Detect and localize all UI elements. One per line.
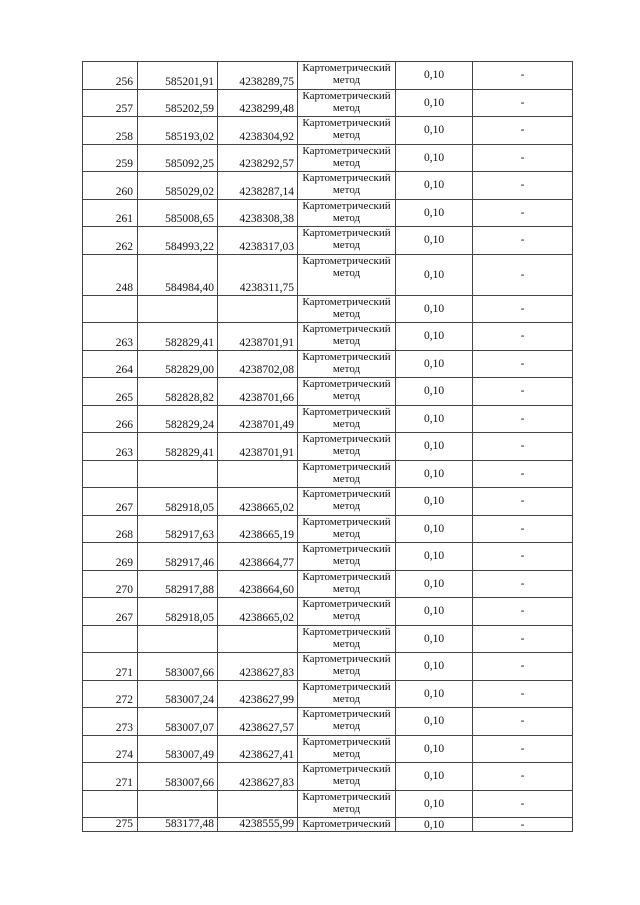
method-cell: [298, 818, 396, 832]
method-cell: [298, 790, 396, 818]
table-row: [83, 227, 573, 255]
y-coordinate-cell: 4238665,19: [218, 515, 298, 543]
table-row: [83, 199, 573, 227]
method-cell: [298, 763, 396, 791]
note-cell: -: [473, 433, 573, 461]
method-line-2: метод: [332, 417, 361, 430]
table-row: [83, 144, 573, 172]
x-coordinate-cell: 582829,00: [138, 350, 218, 378]
y-coordinate-cell: 4238289,75: [218, 62, 298, 90]
method-cell: [298, 708, 396, 736]
x-coordinate-cell: 582917,88: [138, 570, 218, 598]
method-line-1: Картометрический: [302, 433, 391, 445]
y-coordinate-cell: 4238627,83: [218, 653, 298, 681]
table-row: [83, 89, 573, 117]
method-line-1: Картометрический: [302, 117, 391, 129]
method-line-1: Картометрический: [302, 350, 391, 363]
note-cell: -: [473, 735, 573, 763]
accuracy-cell: 0,10: [396, 680, 473, 708]
method-line-1: Картометрический: [302, 172, 391, 184]
method-cell: [298, 199, 396, 227]
method-line-1: Картометрический: [302, 735, 391, 748]
x-coordinate-cell: 583007,66: [138, 763, 218, 791]
x-coordinate-cell: 584993,22: [138, 227, 218, 255]
method-line-1: Картометрический: [302, 818, 391, 830]
accuracy-cell: 0,10: [396, 254, 473, 295]
point-number-cell: 258: [83, 117, 138, 145]
y-coordinate-cell: [218, 460, 298, 488]
note-cell: -: [473, 680, 573, 708]
point-number-cell: 263: [83, 433, 138, 461]
method-cell: [298, 254, 396, 295]
point-number-cell: 271: [83, 653, 138, 681]
accuracy-cell: 0,10: [396, 62, 473, 90]
method-line-2: метод: [332, 101, 361, 114]
method-cell: [298, 172, 396, 200]
point-number-cell: 267: [83, 488, 138, 516]
x-coordinate-cell: 583007,66: [138, 653, 218, 681]
x-coordinate-cell: 583177,48: [138, 818, 218, 832]
x-coordinate-cell: [138, 790, 218, 818]
note-cell: -: [473, 543, 573, 571]
x-coordinate-cell: 583007,49: [138, 735, 218, 763]
method-line-1: Картометрический: [302, 378, 391, 390]
accuracy-cell: 0,10: [396, 433, 473, 461]
y-coordinate-cell: [218, 625, 298, 653]
table-row: [83, 295, 573, 323]
x-coordinate-cell: 582829,41: [138, 323, 218, 351]
method-line-1: Картометрический: [302, 598, 391, 610]
table-row: [83, 598, 573, 626]
note-cell: -: [473, 144, 573, 172]
method-cell: [298, 117, 396, 145]
method-line-1: Картометрический: [302, 790, 391, 803]
point-number-cell: 264: [83, 350, 138, 378]
method-line-2: метод: [332, 390, 361, 402]
method-line-2: метод: [332, 156, 361, 169]
note-cell: -: [473, 323, 573, 351]
method-cell: [298, 227, 396, 255]
point-number-cell: 248: [83, 254, 138, 295]
x-coordinate-cell: [138, 460, 218, 488]
accuracy-cell: 0,10: [396, 735, 473, 763]
method-cell: [298, 680, 396, 708]
point-number-cell: 265: [83, 378, 138, 406]
accuracy-cell: 0,10: [396, 598, 473, 626]
method-line-2: метод: [332, 610, 361, 622]
method-line-2: метод: [332, 692, 361, 705]
y-coordinate-cell: [218, 790, 298, 818]
method-cell: [298, 89, 396, 117]
x-coordinate-cell: 583007,24: [138, 680, 218, 708]
table-row: [83, 405, 573, 433]
y-coordinate-cell: 4238308,38: [218, 199, 298, 227]
accuracy-cell: 0,10: [396, 405, 473, 433]
method-line-1: Картометрический: [302, 570, 391, 583]
note-cell: -: [473, 708, 573, 736]
method-cell: [298, 433, 396, 461]
note-cell: -: [473, 625, 573, 653]
x-coordinate-cell: 582829,41: [138, 433, 218, 461]
point-number-cell: 273: [83, 708, 138, 736]
method-line-2: метод: [332, 184, 361, 196]
method-line-2: метод: [332, 266, 361, 279]
accuracy-cell: 0,10: [396, 460, 473, 488]
table-body: [83, 62, 573, 832]
method-cell: [298, 323, 396, 351]
x-coordinate-cell: 583007,07: [138, 708, 218, 736]
accuracy-cell: 0,10: [396, 172, 473, 200]
point-number-cell: 272: [83, 680, 138, 708]
accuracy-cell: 0,10: [396, 117, 473, 145]
table-row: [83, 735, 573, 763]
method-line-2: метод: [332, 472, 361, 485]
method-line-1: Картометрический: [302, 144, 391, 157]
coordinates-table: [82, 61, 573, 832]
method-line-2: метод: [332, 665, 361, 677]
y-coordinate-cell: 4238304,92: [218, 117, 298, 145]
note-cell: -: [473, 405, 573, 433]
table-row: [83, 515, 573, 543]
point-number-cell: [83, 625, 138, 653]
method-cell: [298, 735, 396, 763]
table-row: [83, 708, 573, 736]
note-cell: -: [473, 199, 573, 227]
y-coordinate-cell: 4238701,91: [218, 433, 298, 461]
note-cell: -: [473, 653, 573, 681]
method-line-2: метод: [332, 637, 361, 650]
point-number-cell: 261: [83, 199, 138, 227]
table-row: [83, 172, 573, 200]
method-line-2: метод: [332, 582, 361, 595]
table-row: [83, 117, 573, 145]
note-cell: -: [473, 598, 573, 626]
accuracy-cell: 0,10: [396, 199, 473, 227]
accuracy-cell: 0,10: [396, 543, 473, 571]
x-coordinate-cell: 585193,02: [138, 117, 218, 145]
method-line-1: Картометрический: [302, 323, 391, 335]
method-line-1: Картометрический: [302, 653, 391, 665]
y-coordinate-cell: 4238701,91: [218, 323, 298, 351]
y-coordinate-cell: 4238627,99: [218, 680, 298, 708]
note-cell: -: [473, 818, 573, 832]
method-line-2: метод: [332, 775, 361, 787]
table-row: [83, 570, 573, 598]
method-line-1: Картометрический: [302, 460, 391, 473]
method-cell: [298, 515, 396, 543]
method-line-2: метод: [332, 747, 361, 760]
table-row: [83, 653, 573, 681]
accuracy-cell: 0,10: [396, 227, 473, 255]
method-line-1: Картометрический: [302, 680, 391, 693]
x-coordinate-cell: [138, 625, 218, 653]
accuracy-cell: 0,10: [396, 378, 473, 406]
note-cell: -: [473, 488, 573, 516]
x-coordinate-cell: 582918,05: [138, 598, 218, 626]
y-coordinate-cell: 4238702,08: [218, 350, 298, 378]
x-coordinate-cell: [138, 295, 218, 323]
note-cell: -: [473, 570, 573, 598]
method-cell: [298, 570, 396, 598]
table-row: [83, 625, 573, 653]
x-coordinate-cell: 585029,02: [138, 172, 218, 200]
accuracy-cell: 0,10: [396, 515, 473, 543]
table-row: [83, 378, 573, 406]
accuracy-cell: 0,10: [396, 295, 473, 323]
table-row: [83, 680, 573, 708]
x-coordinate-cell: 585201,91: [138, 62, 218, 90]
accuracy-cell: 0,10: [396, 763, 473, 791]
note-cell: -: [473, 763, 573, 791]
method-line-2: метод: [332, 239, 361, 251]
method-line-2: метод: [332, 802, 361, 815]
method-line-2: метод: [332, 445, 361, 457]
method-cell: [298, 350, 396, 378]
y-coordinate-cell: 4238311,75: [218, 254, 298, 295]
accuracy-cell: 0,10: [396, 653, 473, 681]
method-cell: [298, 625, 396, 653]
y-coordinate-cell: 4238664,60: [218, 570, 298, 598]
accuracy-cell: 0,10: [396, 818, 473, 832]
method-line-1: Картометрический: [302, 62, 391, 74]
table-row: [83, 433, 573, 461]
table-row: [83, 818, 573, 832]
method-line-1: Картометрический: [302, 515, 391, 528]
method-cell: [298, 144, 396, 172]
x-coordinate-cell: 582828,82: [138, 378, 218, 406]
note-cell: -: [473, 117, 573, 145]
point-number-cell: 269: [83, 543, 138, 571]
method-cell: [298, 405, 396, 433]
table-row: [83, 460, 573, 488]
x-coordinate-cell: 582918,05: [138, 488, 218, 516]
table-row: [83, 254, 573, 295]
y-coordinate-cell: 4238299,48: [218, 89, 298, 117]
method-cell: [298, 653, 396, 681]
x-coordinate-cell: 582917,63: [138, 515, 218, 543]
note-cell: -: [473, 515, 573, 543]
accuracy-cell: 0,10: [396, 323, 473, 351]
method-line-1: Картометрический: [302, 199, 391, 212]
table-row: [83, 790, 573, 818]
accuracy-cell: 0,10: [396, 144, 473, 172]
point-number-cell: 267: [83, 598, 138, 626]
point-number-cell: 260: [83, 172, 138, 200]
accuracy-cell: 0,10: [396, 488, 473, 516]
accuracy-cell: 0,10: [396, 89, 473, 117]
point-number-cell: [83, 790, 138, 818]
note-cell: -: [473, 89, 573, 117]
point-number-cell: 257: [83, 89, 138, 117]
note-cell: -: [473, 295, 573, 323]
method-line-2: метод: [332, 129, 361, 141]
point-number-cell: 266: [83, 405, 138, 433]
method-line-1: Картометрический: [302, 295, 391, 308]
method-line-1: Картометрический: [302, 254, 391, 267]
accuracy-cell: 0,10: [396, 790, 473, 818]
y-coordinate-cell: 4238627,57: [218, 708, 298, 736]
point-number-cell: 271: [83, 763, 138, 791]
y-coordinate-cell: 4238701,66: [218, 378, 298, 406]
y-coordinate-cell: 4238665,02: [218, 488, 298, 516]
y-coordinate-cell: 4238701,49: [218, 405, 298, 433]
method-line-2: метод: [332, 307, 361, 320]
point-number-cell: 274: [83, 735, 138, 763]
y-coordinate-cell: 4238292,57: [218, 144, 298, 172]
table-row: [83, 763, 573, 791]
method-cell: [298, 460, 396, 488]
x-coordinate-cell: 582829,24: [138, 405, 218, 433]
point-number-cell: 256: [83, 62, 138, 90]
point-number-cell: 262: [83, 227, 138, 255]
method-line-1: Картометрический: [302, 625, 391, 638]
y-coordinate-cell: 4238627,83: [218, 763, 298, 791]
y-coordinate-cell: 4238317,03: [218, 227, 298, 255]
method-line-1: Картометрический: [302, 543, 391, 555]
method-line-2: метод: [332, 362, 361, 375]
method-line-1: Картометрический: [302, 405, 391, 418]
y-coordinate-cell: 4238627,41: [218, 735, 298, 763]
method-line-1: Картометрический: [302, 763, 391, 775]
method-cell: [298, 488, 396, 516]
point-number-cell: [83, 460, 138, 488]
method-line-2: метод: [332, 335, 361, 347]
method-line-1: Картометрический: [302, 488, 391, 500]
y-coordinate-cell: 4238287,14: [218, 172, 298, 200]
point-number-cell: 268: [83, 515, 138, 543]
table-row: [83, 323, 573, 351]
method-cell: [298, 598, 396, 626]
method-line-1: Картометрический: [302, 89, 391, 102]
y-coordinate-cell: 4238664,77: [218, 543, 298, 571]
method-cell: [298, 543, 396, 571]
table-row: [83, 62, 573, 90]
point-number-cell: 259: [83, 144, 138, 172]
method-cell: [298, 378, 396, 406]
y-coordinate-cell: [218, 295, 298, 323]
x-coordinate-cell: 582917,46: [138, 543, 218, 571]
x-coordinate-cell: 585202,59: [138, 89, 218, 117]
method-cell: [298, 62, 396, 90]
method-line-2: метод: [332, 527, 361, 540]
note-cell: -: [473, 460, 573, 488]
method-line-2: метод: [332, 720, 361, 732]
y-coordinate-cell: 4238555,99: [218, 818, 298, 832]
note-cell: -: [473, 62, 573, 90]
method-cell: [298, 295, 396, 323]
table-row: [83, 350, 573, 378]
method-line-1: Картометрический: [302, 227, 391, 239]
accuracy-cell: 0,10: [396, 708, 473, 736]
method-line-2: метод: [332, 500, 361, 512]
method-line-2: метод: [332, 555, 361, 567]
table-row: [83, 543, 573, 571]
accuracy-cell: 0,10: [396, 625, 473, 653]
x-coordinate-cell: 585092,25: [138, 144, 218, 172]
accuracy-cell: 0,10: [396, 570, 473, 598]
note-cell: -: [473, 227, 573, 255]
note-cell: -: [473, 254, 573, 295]
accuracy-cell: 0,10: [396, 350, 473, 378]
point-number-cell: [83, 295, 138, 323]
note-cell: -: [473, 378, 573, 406]
x-coordinate-cell: 585008,65: [138, 199, 218, 227]
method-line-2: метод: [332, 211, 361, 224]
note-cell: -: [473, 172, 573, 200]
point-number-cell: 263: [83, 323, 138, 351]
y-coordinate-cell: 4238665,02: [218, 598, 298, 626]
point-number-cell: 270: [83, 570, 138, 598]
point-number-cell: 275: [83, 818, 138, 832]
x-coordinate-cell: 584984,40: [138, 254, 218, 295]
note-cell: -: [473, 790, 573, 818]
table-row: [83, 488, 573, 516]
method-line-2: метод: [332, 74, 361, 86]
note-cell: -: [473, 350, 573, 378]
method-line-1: Картометрический: [302, 708, 391, 720]
